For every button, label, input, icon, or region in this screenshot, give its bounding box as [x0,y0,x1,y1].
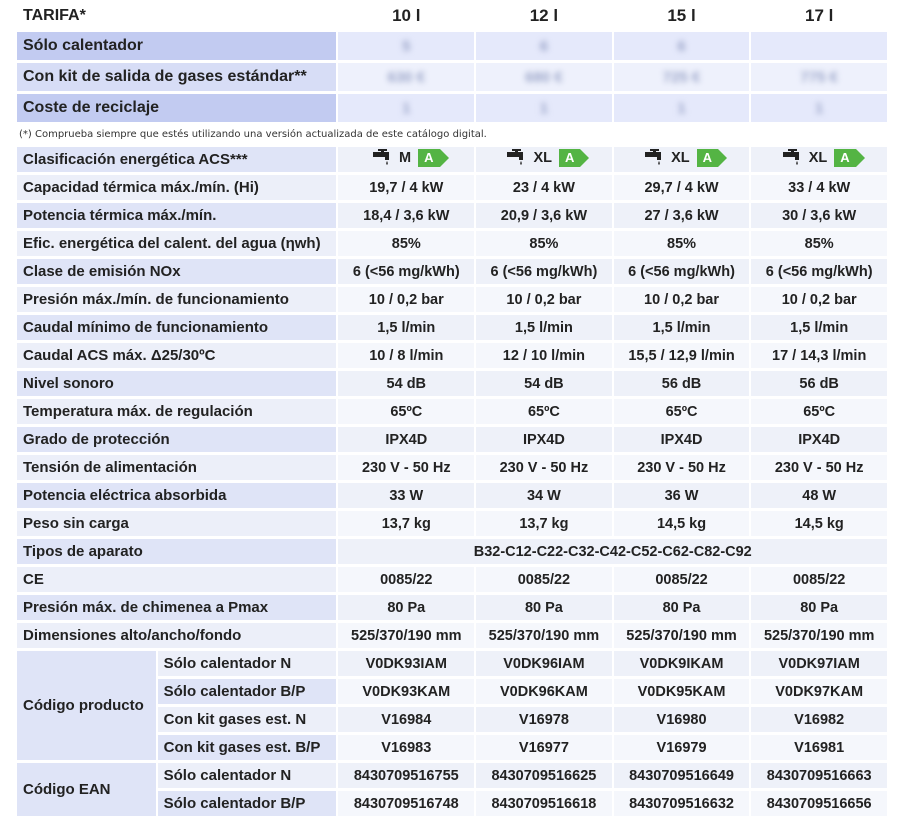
price-value: 630 € [387,68,426,86]
spec-value: 80 Pa [338,595,474,620]
model-10l: 10 l [392,6,421,25]
model-15l: 15 l [667,6,696,25]
spec-row [17,259,887,284]
energy-class-badge: A [697,149,718,167]
codigo-producto-value: V16978 [476,707,612,732]
codigo-producto-value: V16980 [614,707,750,732]
codigo-ean-value: 8430709516625 [476,763,612,788]
spec-value: 80 Pa [476,595,612,620]
tipos-label: Tipos de aparato [17,539,336,564]
codigo-ean-value: 8430709516755 [338,763,474,788]
price-value: 6 [539,37,549,55]
spec-value: 29,7 / 4 kW [614,175,750,200]
price-value: 1 [402,99,411,117]
spec-label: CE [17,567,336,592]
spec-value: 65ºC [476,399,612,424]
tipos-value: B32-C12-C22-C32-C42-C52-C62-C82-C92 [338,539,887,564]
spec-row [17,623,887,648]
spec-value: 0085/22 [476,567,612,592]
energy-class-badge: A [559,149,580,167]
spec-value: 6 (<56 mg/kWh) [751,259,887,284]
load-profile: XL [808,149,828,166]
codigo-ean-value: 8430709516632 [614,791,750,816]
codigo-producto-value: V16984 [338,707,474,732]
spec-value: 27 / 3,6 kW [614,203,750,228]
spec-label: Capacidad térmica máx./mín. (Hi) [17,175,336,200]
spec-row [17,287,887,312]
spec-table [15,0,889,819]
price-row [17,32,887,60]
spec-value: IPX4D [751,427,887,452]
energy-cell [507,149,580,167]
spec-value: 6 (<56 mg/kWh) [476,259,612,284]
codigo-producto-value: V0DK93KAM [338,679,474,704]
codigo-producto-value: V16981 [751,735,887,760]
spec-value: 65ºC [751,399,887,424]
codigo-producto-value: V16979 [614,735,750,760]
energy-class-badge: A [834,149,855,167]
spec-row [17,371,887,396]
spec-value: 65ºC [614,399,750,424]
spec-value: 525/370/190 mm [338,623,474,648]
spec-value: IPX4D [476,427,612,452]
codigo-ean-value: 8430709516618 [476,791,612,816]
codigo-producto-value: V0DK97KAM [751,679,887,704]
spec-value: 12 / 10 l/min [476,343,612,368]
price-value: 1 [815,99,824,117]
spec-row [17,427,887,452]
codigo-producto-value: V0DK95KAM [614,679,750,704]
tap-icon [507,149,529,167]
spec-value: 14,5 kg [751,511,887,536]
spec-value: 19,7 / 4 kW [338,175,474,200]
spec-value: 525/370/190 mm [476,623,612,648]
spec-value: 17 / 14,3 l/min [751,343,887,368]
codigo-ean-row [17,763,887,788]
price-label: Coste de reciclaje [17,94,336,122]
spec-value: 13,7 kg [338,511,474,536]
codigo-producto-sublabel: Sólo calentador B/P [158,679,337,704]
spec-value: 1,5 l/min [338,315,474,340]
spec-value: 230 V - 50 Hz [614,455,750,480]
tap-icon [645,149,667,167]
tap-icon [373,149,395,167]
spec-value: 6 (<56 mg/kWh) [614,259,750,284]
spec-value: 65ºC [338,399,474,424]
spec-value: 230 V - 50 Hz [751,455,887,480]
tipos-row [17,539,887,564]
spec-label: Nivel sonoro [17,371,336,396]
spec-value: IPX4D [338,427,474,452]
spec-value: 10 / 0,2 bar [614,287,750,312]
spec-value: 0085/22 [614,567,750,592]
price-value: 775 € [800,68,838,86]
spec-value: 34 W [476,483,612,508]
codigo-ean-value: 8430709516656 [751,791,887,816]
price-value: 6 [677,37,686,55]
spec-row [17,595,887,620]
codigo-ean-value: 8430709516748 [338,791,474,816]
spec-value: 525/370/190 mm [751,623,887,648]
energy-row [17,147,887,172]
spec-value: 33 W [338,483,474,508]
codigo-producto-value: V0DK96IAM [476,651,612,676]
spec-label: Tensión de alimentación [17,455,336,480]
spec-label: Presión máx. de chimenea a Pmax [17,595,336,620]
spec-label: Efic. energética del calent. del agua (ηwh) [17,231,336,256]
note-row [17,125,887,144]
spec-value: 1,5 l/min [476,315,612,340]
spec-value: 0085/22 [751,567,887,592]
spec-value: 30 / 3,6 kW [751,203,887,228]
tap-icon [783,149,805,167]
spec-row [17,511,887,536]
spec-label: Potencia térmica máx./mín. [17,203,336,228]
load-profile: XL [533,149,552,166]
load-profile: M [399,149,412,166]
spec-value: 85% [476,231,612,256]
codigo-ean-value: 8430709516649 [614,763,750,788]
energy-class-badge: A [418,149,439,167]
spec-value: 6 (<56 mg/kWh) [338,259,474,284]
spec-value: 0085/22 [338,567,474,592]
load-profile: XL [671,149,690,166]
spec-row [17,455,887,480]
codigo-producto-label: Código producto [17,651,156,760]
energy-label: Clasificación energética ACS*** [17,147,336,172]
codigo-producto-value: V16977 [476,735,612,760]
price-value: 680 € [525,68,563,86]
spec-value: 13,7 kg [476,511,612,536]
spec-row [17,567,887,592]
spec-value: 20,9 / 3,6 kW [476,203,612,228]
spec-row [17,399,887,424]
spec-label: Dimensiones alto/ancho/fondo [17,623,336,648]
codigo-ean-label: Código EAN [17,763,156,816]
price-value: 725 € [662,68,701,86]
spec-value: 85% [338,231,474,256]
spec-label: Caudal ACS máx. Δ25/30ºC [17,343,336,368]
spec-row [17,343,887,368]
spec-value: 230 V - 50 Hz [338,455,474,480]
spec-label: Peso sin carga [17,511,336,536]
price-row [17,94,887,122]
tarifa-label: TARIFA* [23,7,86,24]
codigo-ean-sublabel: Sólo calentador N [158,763,337,788]
codigo-producto-value: V16982 [751,707,887,732]
spec-value: 33 / 4 kW [751,175,887,200]
energy-cell [373,149,439,167]
spec-label: Temperatura máx. de regulación [17,399,336,424]
model-17l: 17 l [804,6,834,25]
spec-value: IPX4D [614,427,750,452]
codigo-producto-sublabel: Sólo calentador N [158,651,337,676]
spec-value: 10 / 0,2 bar [476,287,612,312]
spec-value: 80 Pa [751,595,887,620]
price-value: 1 [539,99,549,117]
spec-row [17,315,887,340]
price-value: 1 [677,99,686,117]
codigo-producto-value: V0DK93IAM [338,651,474,676]
spec-value: 230 V - 50 Hz [476,455,612,480]
spec-value: 10 / 0,2 bar [338,287,474,312]
codigo-producto-value: V0DK9IKAM [614,651,750,676]
spec-value: 54 dB [338,371,474,396]
spec-value: 14,5 kg [614,511,750,536]
spec-value: 48 W [751,483,887,508]
spec-row [17,175,887,200]
spec-value: 56 dB [614,371,750,396]
energy-cell [645,149,718,167]
spec-value: 54 dB [476,371,612,396]
spec-label: Caudal mínimo de funcionamiento [17,315,336,340]
spec-value: 1,5 l/min [614,315,750,340]
spec-value: 525/370/190 mm [614,623,750,648]
codigo-producto-sublabel: Con kit gases est. N [158,707,337,732]
model-12l: 12 l [529,6,559,25]
spec-row [17,203,887,228]
spec-value: 18,4 / 3,6 kW [338,203,474,228]
price-value: 5 [402,37,411,55]
spec-value: 80 Pa [614,595,750,620]
spec-row [17,231,887,256]
spec-label: Presión máx./mín. de funcionamiento [17,287,336,312]
codigo-producto-value: V0DK96KAM [476,679,612,704]
codigo-producto-value: V16983 [338,735,474,760]
spec-value: 23 / 4 kW [476,175,612,200]
price-row [17,63,887,91]
spec-value: 1,5 l/min [751,315,887,340]
spec-value: 85% [751,231,887,256]
spec-value: 10 / 0,2 bar [751,287,887,312]
spec-row [17,483,887,508]
spec-value: 85% [614,231,750,256]
spec-sheet [17,0,889,819]
spec-value: 15,5 / 12,9 l/min [614,343,750,368]
spec-label: Grado de protección [17,427,336,452]
spec-value: 56 dB [751,371,887,396]
price-label: Sólo calentador [17,32,336,60]
spec-label: Clase de emisión NOx [17,259,336,284]
spec-value: 10 / 8 l/min [338,343,474,368]
codigo-ean-value: 8430709516663 [751,763,887,788]
codigo-producto-row [17,651,887,676]
spec-value: 36 W [614,483,750,508]
header-row [17,3,887,29]
energy-cell [783,149,856,167]
codigo-producto-sublabel: Con kit gases est. B/P [158,735,337,760]
codigo-ean-sublabel: Sólo calentador B/P [158,791,337,816]
codigo-producto-value: V0DK97IAM [751,651,887,676]
price-label: Con kit de salida de gases estándar** [17,63,336,91]
catalog-note: (*) Comprueba siempre que estés utilizando una versión actualizada de este catálogo digital. [19,128,487,140]
spec-label: Potencia eléctrica absorbida [17,483,336,508]
